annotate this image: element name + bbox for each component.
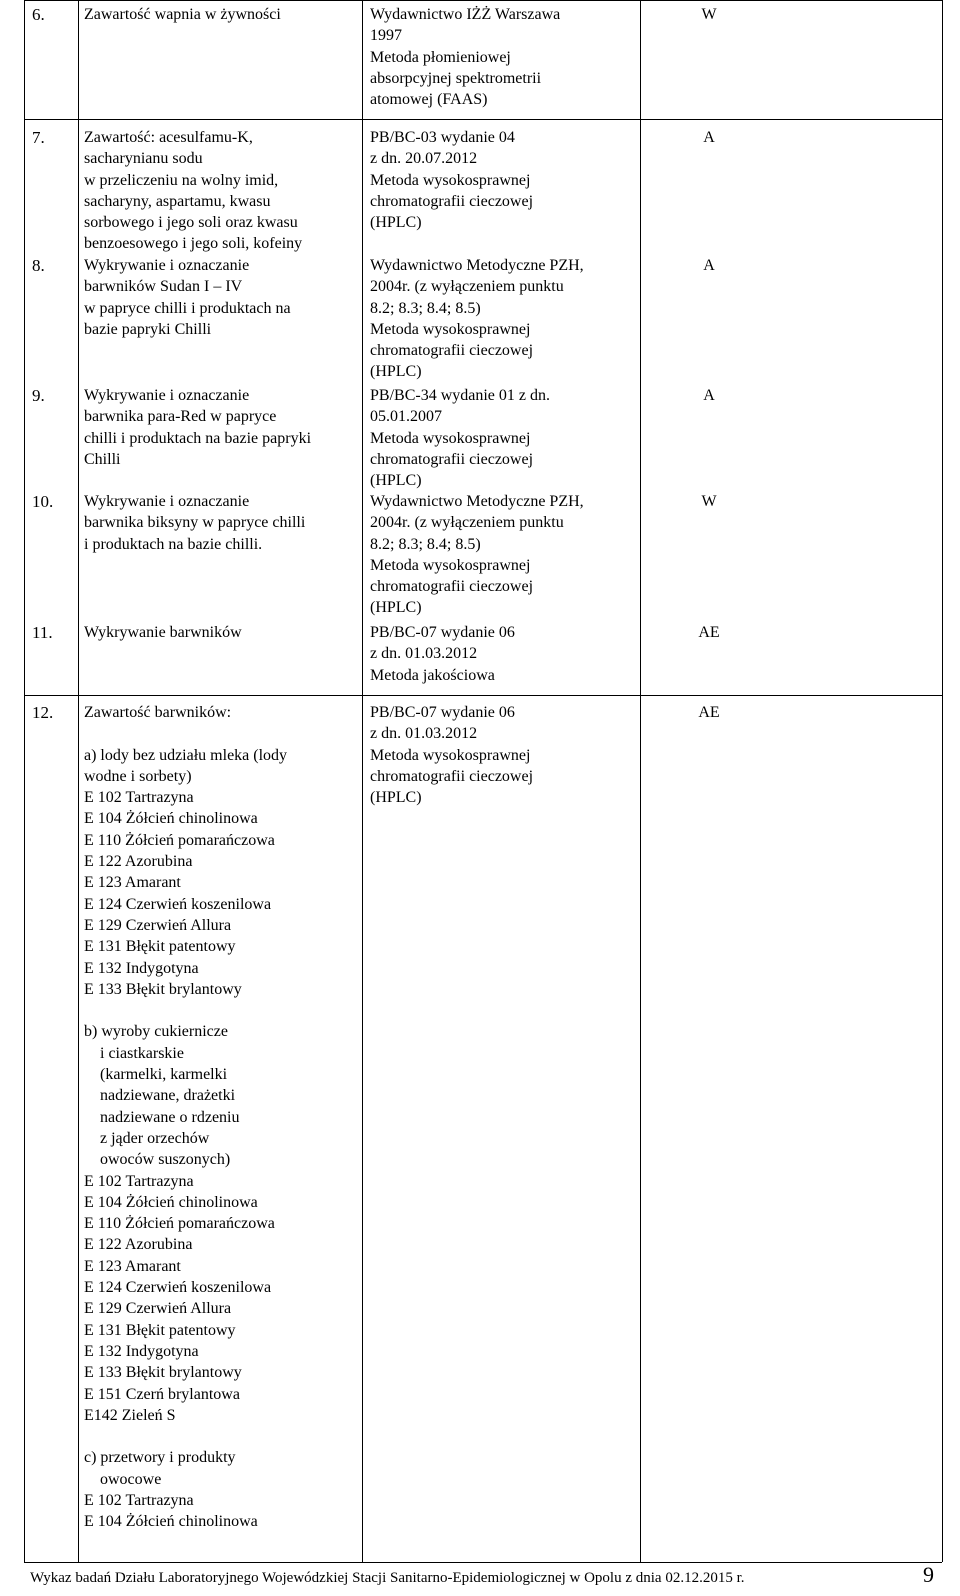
- document-page: [24, 0, 954, 1596]
- row-accreditation: W: [701, 6, 717, 23]
- row-number: 11.: [32, 623, 53, 642]
- row-description: Wykrywanie i oznaczanie barwników Sudan I – IV w papryce chilli i produktach na bazie papryki Chilli: [84, 257, 291, 338]
- row-number: 12.: [32, 703, 54, 722]
- page-footer: Wykaz badań Działu Laboratoryjnego Wojewódzkiej Stacji Sanitarno-Epidemiologicznej w Opolu z dnia 02.12.2015 r.: [30, 1570, 745, 1586]
- row-accreditation: A: [703, 387, 715, 404]
- row-divider: [24, 695, 942, 696]
- row-accreditation: A: [703, 129, 715, 146]
- row-description: Wykrywanie barwników: [84, 624, 242, 641]
- table-border-bottom: [24, 1562, 942, 1563]
- table-border-top: [24, 0, 942, 1]
- row-method: Wydawnictwo Metodyczne PZH, 2004r. (z wyłączeniem punktu 8.2; 8.3; 8.4; 8.5) Metoda wysokosprawnej chromatografii cieczowej (HPLC): [370, 257, 584, 381]
- row-method: Wydawnictwo IŻŻ Warszawa 1997 Metoda płomieniowej absorpcyjnej spektrometrii atomowej (FAAS): [370, 6, 561, 109]
- row-number: 7.: [32, 128, 45, 147]
- row-description: Zawartość wapnia w żywności: [84, 6, 281, 23]
- row-accreditation: AE: [698, 624, 720, 641]
- row-number: 10.: [32, 492, 54, 511]
- row-method: PB/BC-34 wydanie 01 z dn. 05.01.2007 Metoda wysokosprawnej chromatografii cieczowej (HPLC): [370, 387, 550, 490]
- row-description: Wykrywanie i oznaczanie barwnika biksyny w papryce chilli i produktach na bazie chilli.: [84, 493, 306, 553]
- row-description: Zawartość: acesulfamu-K, sacharynianu sodu w przeliczeniu na wolny imid, sacharyny, aspartamu, kwasu sorbowego i jego soli oraz kwasu benzoesowego i jego soli, kofeiny: [84, 129, 303, 253]
- page-number: 9: [923, 1562, 934, 1587]
- row-method: PB/BC-03 wydanie 04 z dn. 20.07.2012 Metoda wysokosprawnej chromatografii cieczowej (HPLC): [370, 129, 534, 232]
- row-description: Zawartość barwników: a) lody bez udziału mleka (lody wodne i sorbety) E 102 Tartrazyna E 104 Żółcień chinolinowa E 110 Żółcień pomarańczowa E 122 Azorubina E 123 Amarant E 124 Czerwień koszenilowa E 129 Czerwień Allura E 131 Błękit patentowy E 132 Indygotyna E 133 Błękit brylantowy b) wyroby cukiernicze i ciastkarskie (karmelki, karmelki nadziewane, drażetki nadziewane o rdzeniu z jąder orzechów owoców suszonych) E 102 Tartrazyna E 104 Żółcień chinolinowa E 110 Żółcień pomarańczowa E 122 Azorubina E 123 Amarant E 124 Czerwień koszenilowa E 129 Czerwień Allura E 131 Błękit patentowy E 132 Indygotyna E 133 Błękit brylantowy E 151 Czerń brylantowa E142 Zieleń S c) przetwory i produkty owocowe E 102 Tartrazyna E 104 Żółcień chinolinowa: [84, 704, 288, 1531]
- table-col-divider-number: [78, 0, 79, 1562]
- row-number: 6.: [32, 5, 45, 24]
- row-accreditation: W: [701, 493, 717, 510]
- row-accreditation: AE: [698, 704, 720, 721]
- table-border-left: [24, 0, 25, 1562]
- row-method: PB/BC-07 wydanie 06 z dn. 01.03.2012 Metoda wysokosprawnej chromatografii cieczowej (HPLC): [370, 704, 534, 807]
- row-divider: [24, 119, 942, 120]
- table-col-divider-description: [362, 0, 363, 1562]
- row-number: 8.: [32, 256, 45, 275]
- row-accreditation: A: [703, 257, 715, 274]
- row-number: 9.: [32, 386, 45, 405]
- row-description: Wykrywanie i oznaczanie barwnika para-Red w papryce chilli i produktach na bazie papryki Chilli: [84, 387, 312, 468]
- table-col-divider-method: [640, 0, 641, 1562]
- row-method: Wydawnictwo Metodyczne PZH, 2004r. (z wyłączeniem punktu 8.2; 8.3; 8.4; 8.5) Metoda wysokosprawnej chromatografii cieczowej (HPLC): [370, 493, 584, 617]
- row-method: PB/BC-07 wydanie 06 z dn. 01.03.2012 Metoda jakościowa: [370, 624, 515, 684]
- table-border-right: [942, 0, 943, 1562]
